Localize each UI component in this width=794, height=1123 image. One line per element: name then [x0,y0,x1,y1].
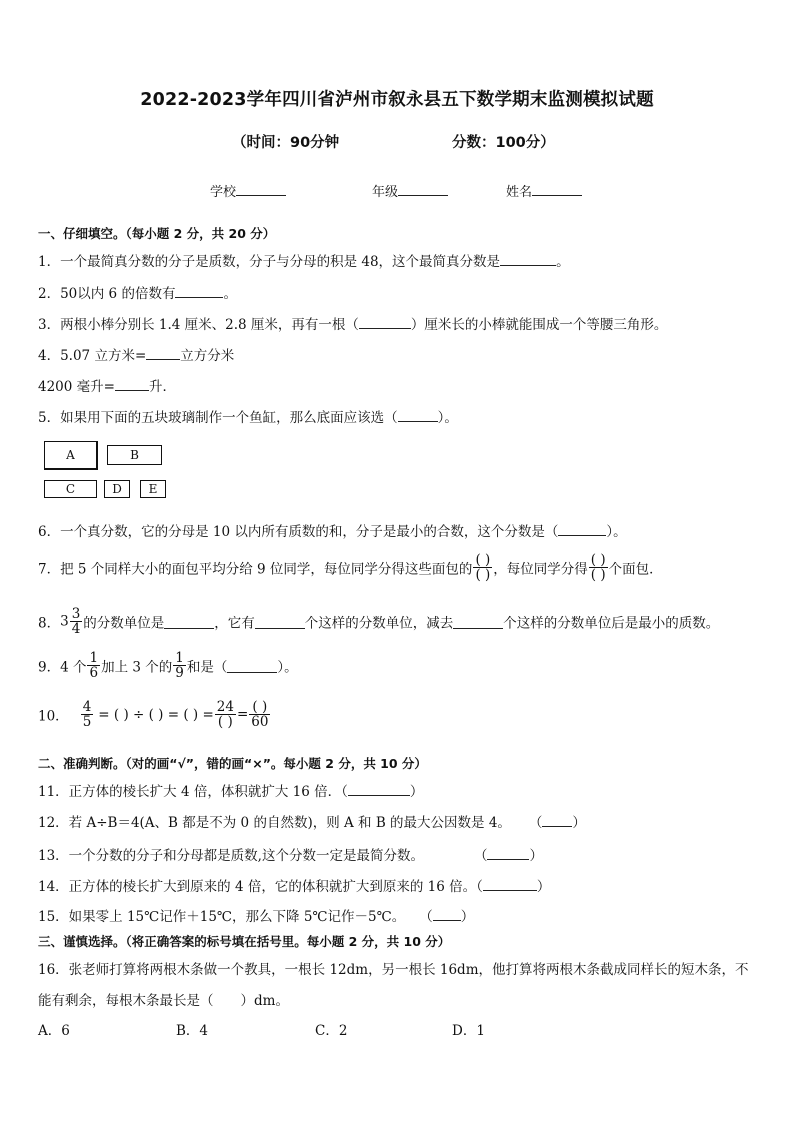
question-4 [38,344,234,364]
question-13-close: ） [529,848,543,864]
fraction-four-fifths [81,700,94,729]
question-4-text: 4．5.07 立方米= [38,348,147,364]
answer-blank[interactable] [255,614,305,629]
question-7 [38,553,663,582]
question-8 [38,607,719,636]
option-b[interactable]: B．4 [176,1023,209,1039]
mixed-whole: 3 [60,613,69,630]
glass-piece-d [104,480,130,498]
fraction-numerator: ( ) [249,700,270,715]
fraction-one-ninth [173,651,186,680]
section-2-heading: 二、准确判断。（对的画“√”，错的画“×”。每小题 2 分，共 10 分） [38,756,427,771]
option-d[interactable]: D．1 [452,1023,485,1039]
answer-blank[interactable] [115,377,149,392]
fraction-denominator: ( ) [590,567,606,584]
option-c[interactable]: C．2 [315,1023,348,1039]
glass-label-b: B [130,448,139,462]
question-12-open: （ [528,815,543,831]
fraction-numerator: 1 [89,650,99,666]
answer-blank[interactable] [146,346,180,361]
fraction-denominator: 60 [251,714,269,731]
name-label: 姓名 [506,185,533,200]
question-13-text: 13．一个分数的分子和分母都是质数,这个分数一定是最简分数。 [38,848,424,864]
grade-label: 年级 [372,185,399,200]
question-15-open: （ [419,909,433,925]
section-1-heading: 一、仔细填空。（每小题 2 分，共 20 分） [38,226,276,241]
answer-blank[interactable] [348,782,410,797]
question-3 [38,313,667,333]
fraction-one-sixth [87,651,100,680]
answer-blank[interactable] [558,522,606,537]
question-6-end: ）。 [606,524,627,540]
answer-fraction-24[interactable] [215,700,236,729]
question-10-number: 10． [38,708,69,725]
question-8-text-3: 个这样的分数单位，减去 [304,615,454,632]
glass-label-e: E [148,482,158,496]
question-13-open: （ [473,848,488,864]
question-4-unit: 立方分米 [180,348,235,364]
answer-blank[interactable] [487,846,529,861]
question-1-text: 1．一个最简真分数的分子是质数，分子与分母的积是 48，这个最简真分数是 [38,254,501,270]
fraction-numerator: 3 [71,606,81,622]
answer-fraction-60[interactable] [249,700,270,729]
question-6-text: 6．一个真分数，它的分母是 10 以内所有质数的和，分子是最小的合数，这个分数是（ [38,524,559,540]
question-14-text: 14．正方体的棱长扩大到原来的 4 倍，它的体积就扩大到原来的 16 倍。（ [38,879,483,895]
question-3-end: ）厘米长的小棒就能围成一个等腰三角形。 [410,317,668,333]
score-label: 分数：100分） [452,135,555,151]
answer-blank[interactable] [359,315,411,330]
fraction-numerator: 24 [216,699,234,715]
equals-sign: = [236,706,249,723]
question-4-text-2: 4200 毫升= [38,379,115,395]
question-2 [38,282,237,302]
answer-blank[interactable] [433,907,461,922]
glass-piece-b [107,445,162,465]
answer-blank[interactable] [398,408,438,423]
page-title: 2022-2023学年四川省泸州市叙永县五下数学期末监测模拟试题 [140,90,654,110]
question-4-unit-2: 升． [148,379,176,395]
glass-label-a: A [66,448,75,462]
question-10-blanks[interactable]: = ( ) ÷ ( ) = ( ) = [98,706,214,723]
question-14 [38,875,550,895]
answer-blank[interactable] [175,284,223,299]
question-11-text: 11．正方体的棱长扩大 4 倍，体积就扩大 16 倍．（ [38,784,348,800]
question-15-close: ） [460,909,475,925]
question-9-text-2: 加上 3 个的 [101,659,173,676]
question-7-text: 7．把 5 个同样大小的面包平均分给 9 位同学，每位同学分得这些面包的 [38,561,473,578]
name-blank[interactable] [532,182,582,196]
fraction-denominator: 6 [89,665,99,682]
glass-label-d: D [112,482,122,496]
grade-blank[interactable] [398,182,448,196]
glass-piece-c [44,480,97,498]
question-8-number: 8． [38,615,61,632]
answer-blank[interactable] [500,252,556,267]
question-13 [38,844,543,864]
question-3-text: 3．两根小棒分别长 1.4 厘米、2.8 厘米，再有一根（ [38,317,359,333]
time-label: （时间：90分钟 [232,135,340,151]
option-a[interactable]: A．6 [38,1023,70,1039]
question-2-text: 2．50以内 6 的倍数有 [38,286,176,302]
question-5-end: ）。 [437,410,458,426]
question-5-text: 5．如果用下面的五块玻璃制作一个鱼缸，那么底面应该选（ [38,410,398,426]
fraction-denominator: 5 [82,714,92,731]
fraction-denominator: 4 [71,621,81,638]
answer-blank[interactable] [542,813,572,828]
question-9-text-3: 和是（ [186,659,228,676]
answer-blank[interactable] [483,877,537,892]
fraction-denominator: 9 [175,665,184,682]
question-9-end: ）。 [277,659,298,676]
school-field[interactable] [210,181,286,200]
fraction-denominator: ( ) [217,714,233,731]
question-12-text: 12．若 A÷B＝4(A、B 都是不为 0 的自然数)，则 A 和 B 的最大公因数是 4。 [38,815,511,831]
question-15 [38,905,474,925]
question-2-end: 。 [223,286,237,302]
fraction-numerator: ( ) [475,552,491,568]
section-3-heading: 三、谨慎选择。（将正确答案的标号填在括号里。每小题 2 分，共 10 分） [38,934,451,949]
question-9 [38,651,298,680]
question-1 [38,250,570,270]
question-11-end: ） [409,784,424,800]
question-10 [38,700,271,729]
glass-piece-e [140,480,166,498]
glass-piece-a [44,441,98,470]
question-1-end: 。 [556,254,570,270]
question-8-text-2: ，它有 [214,615,255,632]
fraction-denominator: ( ) [475,567,491,584]
question-8-end: 个这样的分数单位后是最小的质数。 [503,615,720,632]
question-16-line-1: 16．张老师打算将两根木条做一个教具，一根长 12dm，另一根长 16dm，他打算将两根木条截成同样长的短木条，不 [38,962,749,978]
question-11 [38,780,423,800]
grade-field[interactable] [372,181,448,200]
question-6 [38,520,627,540]
question-8-text: 的分数单位是 [83,615,165,632]
question-12 [38,811,586,831]
question-14-end: ） [536,879,551,895]
answer-blank[interactable] [227,658,277,673]
answer-fraction-1[interactable] [473,553,492,582]
glass-label-c: C [65,482,76,496]
question-7-text-2: ，每位同学分得 [493,561,588,578]
question-15-text: 15．如果零上 15℃记作＋15℃，那么下降 5℃记作－5℃。 [38,909,406,925]
mixed-fraction [70,607,83,636]
name-field[interactable] [506,181,582,200]
fraction-numerator: ( ) [590,552,606,568]
school-blank[interactable] [236,182,286,196]
question-9-text: 9．4 个 [38,659,87,676]
question-7-end: 个面包． [608,561,663,578]
question-16-line-2: 能有剩余，每根木条最长是（ ）dm。 [38,993,289,1009]
question-12-close: ） [572,815,586,831]
answer-fraction-2[interactable] [589,553,608,582]
fraction-numerator: 1 [175,650,184,666]
question-4-part-2 [38,375,176,395]
question-5 [38,406,458,426]
fraction-numerator: 4 [82,699,92,715]
answer-blank[interactable] [453,614,503,629]
answer-blank[interactable] [164,614,214,629]
school-label: 学校 [210,185,237,200]
